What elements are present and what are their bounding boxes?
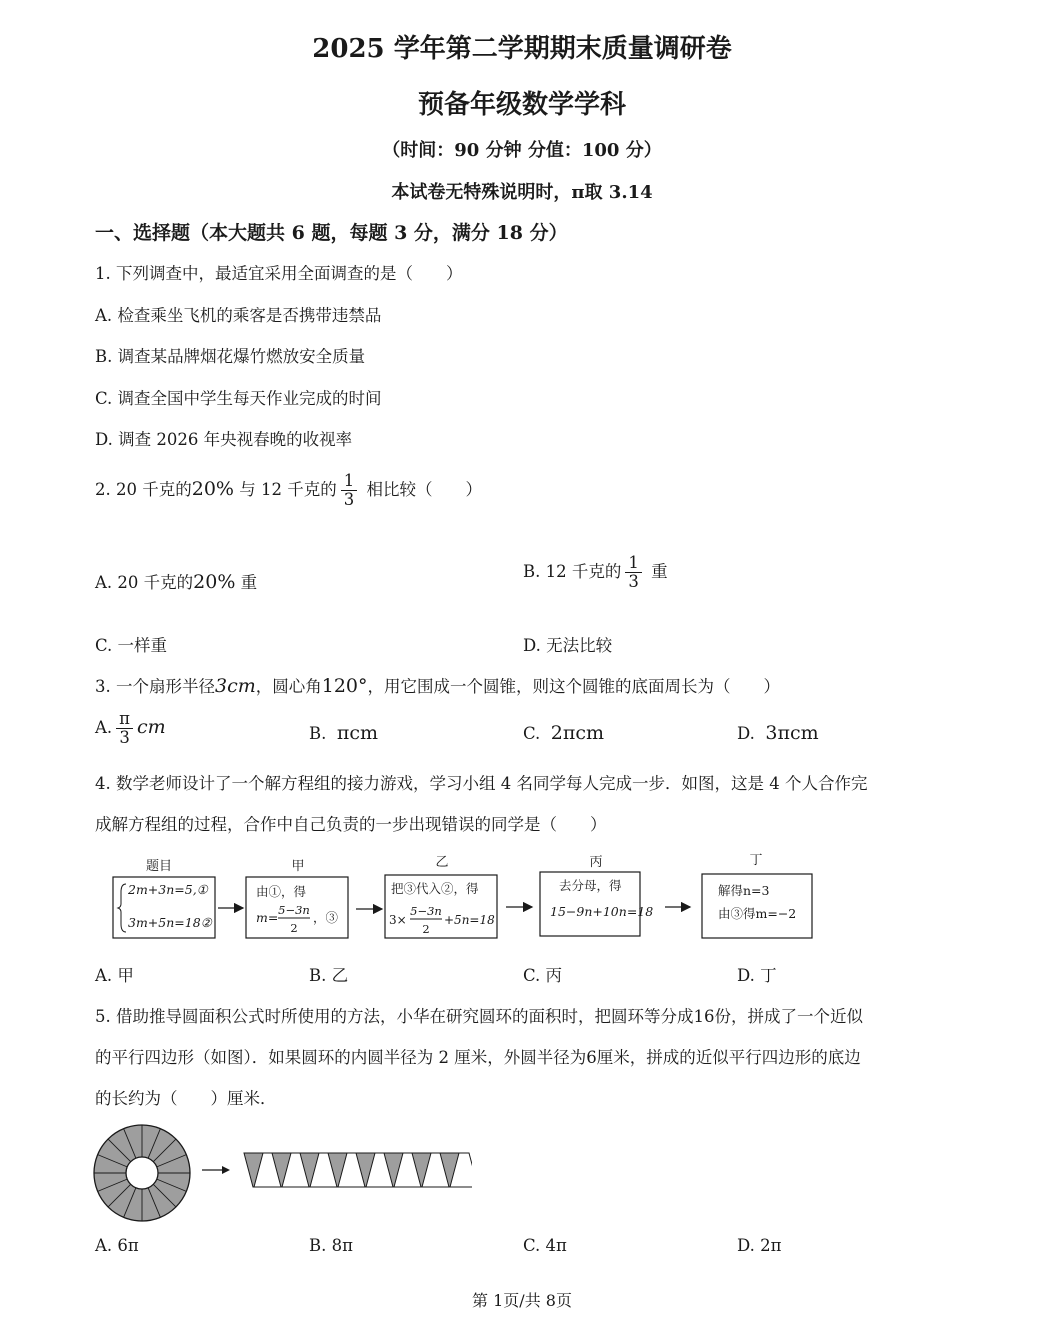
q1-option-d: D. 调查 2026 年央视春晚的收视率	[95, 430, 353, 449]
q5-arrow-head	[222, 1166, 230, 1174]
q2-opt-b-pre: B. 12 千克的	[523, 562, 622, 582]
flow-box2-post: +5n=18	[444, 913, 495, 927]
q3-opt-d-value: 3πcm	[765, 722, 819, 744]
parallelogram-strip	[244, 1153, 472, 1187]
q2-opt-b-den: 3	[628, 572, 639, 592]
q3-stem-pre: 3. 一个扇形半径	[95, 677, 215, 696]
flow-box1-line1: 由①，得	[256, 884, 307, 899]
annulus-inner	[126, 1157, 158, 1189]
flow-box4-line1: 解得n=3	[718, 883, 770, 898]
q2-fraction	[341, 472, 358, 509]
q2-opt-b-num: 1	[625, 554, 642, 573]
q3-radius: 3cm	[215, 675, 256, 697]
q2-option-c: C. 一样重	[95, 636, 168, 655]
flow-box2-den: 2	[422, 922, 430, 936]
q3-opt-a-den: 3	[119, 728, 130, 748]
q5-ring-diagram	[92, 1123, 472, 1223]
q4-stem-line1: 4. 数学老师设计了一个解方程组的接力游戏，学习小组 4 名同学每人完成一步．如图，这是 4 个人合作完	[95, 774, 868, 793]
q2-frac-den: 3	[343, 490, 355, 510]
exam-info: （时间：90 分钟 分值：100 分）	[382, 140, 662, 161]
flow-box1-den: 2	[290, 921, 298, 935]
q4-option-b: B. 乙	[309, 966, 349, 985]
q3-option-b	[309, 722, 378, 744]
flow-box0-line2: 3m+5n=18②	[128, 915, 212, 930]
flow-box3-line2: 15−9n+10n=18	[550, 904, 654, 919]
q3-opt-a-num: π	[116, 710, 133, 729]
q5-line3: 的长约为（ ）厘米．	[95, 1089, 277, 1108]
q3-stem-mid: ，圆心角	[255, 677, 322, 696]
flow-box0-line1: 2m+3n=5,①	[128, 882, 208, 897]
q1-option-a: A. 检查乘坐飞机的乘客是否携带违禁品	[95, 306, 382, 325]
q3-stem-post: ，用它围成一个圆锥，则这个圆锥的底面周长为（ ）	[367, 677, 781, 696]
q3-opt-d-label: D.	[737, 724, 755, 743]
q2-opt-a-pre: A. 20 千克的	[95, 573, 194, 592]
q2-percent: 20%	[191, 478, 234, 501]
flow-box3-line1: 去分母，得	[559, 878, 622, 893]
q3-opt-c-label: C.	[523, 724, 541, 743]
flow-label-0: 题目	[145, 859, 173, 874]
section-title: 一、选择题（本大题共 6 题，每题 3 分，满分 18 分）	[95, 222, 568, 244]
q2-option-a	[95, 569, 257, 593]
exam-subtitle: 预备年级数学学科	[417, 90, 626, 120]
q3-angle: 120°	[321, 675, 368, 697]
q3-opt-a-unit: cm	[137, 716, 166, 739]
q2-opt-a-percent: 20%	[193, 571, 236, 593]
q4-option-c: C. 丙	[523, 966, 563, 985]
flow-brace	[118, 884, 126, 932]
q2-option-d: D. 无法比较	[523, 636, 613, 655]
flow-box2-pre: 3×	[389, 913, 407, 927]
q1-option-c: C. 调查全国中学生每天作业完成的时间	[95, 389, 382, 408]
q5-option-b: B. 8π	[309, 1236, 353, 1255]
q3-opt-b-value: πcm	[336, 722, 379, 744]
flow-box2-line1: 把③代入②，得	[391, 881, 479, 896]
q5-line1: 5. 借助推导圆面积公式时所使用的方法，小华在研究圆环的面积时，把圆环等分成16份，拼成了一个近似	[95, 1007, 863, 1026]
q3-opt-c-value: 2πcm	[550, 722, 605, 744]
flow-box4-line2: 由③得m=−2	[718, 906, 797, 921]
q2-opt-b-post: 重	[651, 562, 668, 582]
q3-option-d	[737, 722, 819, 744]
q2-frac-num: 1	[341, 472, 358, 491]
q2-opt-a-post: 重	[240, 573, 258, 592]
flow-box2-num: 5−3n	[410, 904, 442, 918]
q2-stem-mid: 与 12 千克的	[239, 480, 337, 500]
q4-option-d: D. 丁	[737, 966, 777, 985]
q1-option-b: B. 调查某品牌烟花爆竹燃放安全质量	[95, 347, 366, 366]
q2-option-b	[523, 554, 668, 591]
flow-box1-post: ，③	[313, 910, 339, 925]
q3-stem	[95, 673, 780, 697]
page-number: 第 1页/共 8页	[472, 1291, 572, 1310]
q5-line2: 的平行四边形（如图）．如果圆环的内圆半径为 2 厘米，外圆半径为6厘米，拼成的近似平行四边形的底边	[95, 1048, 861, 1067]
flow-label-2: 乙	[435, 855, 449, 870]
q3-option-c	[523, 722, 604, 744]
q3-opt-a-label: A.	[95, 718, 113, 738]
q5-option-a: A. 6π	[95, 1236, 139, 1255]
flow-label-3: 丙	[589, 855, 603, 870]
q5-option-c: C. 4π	[523, 1236, 567, 1255]
q4-flow-diagram	[108, 852, 828, 947]
exam-title: 2025 学年第二学期期末质量调研卷	[312, 34, 732, 64]
flow-label-4: 丁	[749, 853, 763, 868]
q5-option-d: D. 2π	[737, 1236, 782, 1255]
flow-label-1: 甲	[291, 859, 305, 874]
flow-box1-num: 5−3n	[278, 903, 310, 917]
q2-stem-pre: 2. 20 千克的	[95, 480, 192, 500]
exam-note: 本试卷无特殊说明时，π取 3.14	[391, 182, 653, 203]
q3-opt-b-label: B.	[309, 724, 327, 743]
q2-stem	[95, 472, 482, 509]
q4-stem-line2: 成解方程组的过程，合作中自己负责的一步出现错误的同学是（ ）	[95, 815, 607, 834]
q2-opt-b-fraction	[625, 554, 642, 591]
flow-box1-pre: m=	[256, 910, 279, 925]
q3-option-a	[95, 710, 166, 747]
annulus-figure	[94, 1125, 190, 1221]
q3-opt-a-fraction	[116, 710, 133, 747]
q2-stem-post: 相比较（ ）	[366, 480, 482, 500]
q1-stem: 1. 下列调查中，最适宜采用全面调查的是（ ）	[95, 264, 463, 283]
q4-option-a: A. 甲	[95, 966, 134, 985]
